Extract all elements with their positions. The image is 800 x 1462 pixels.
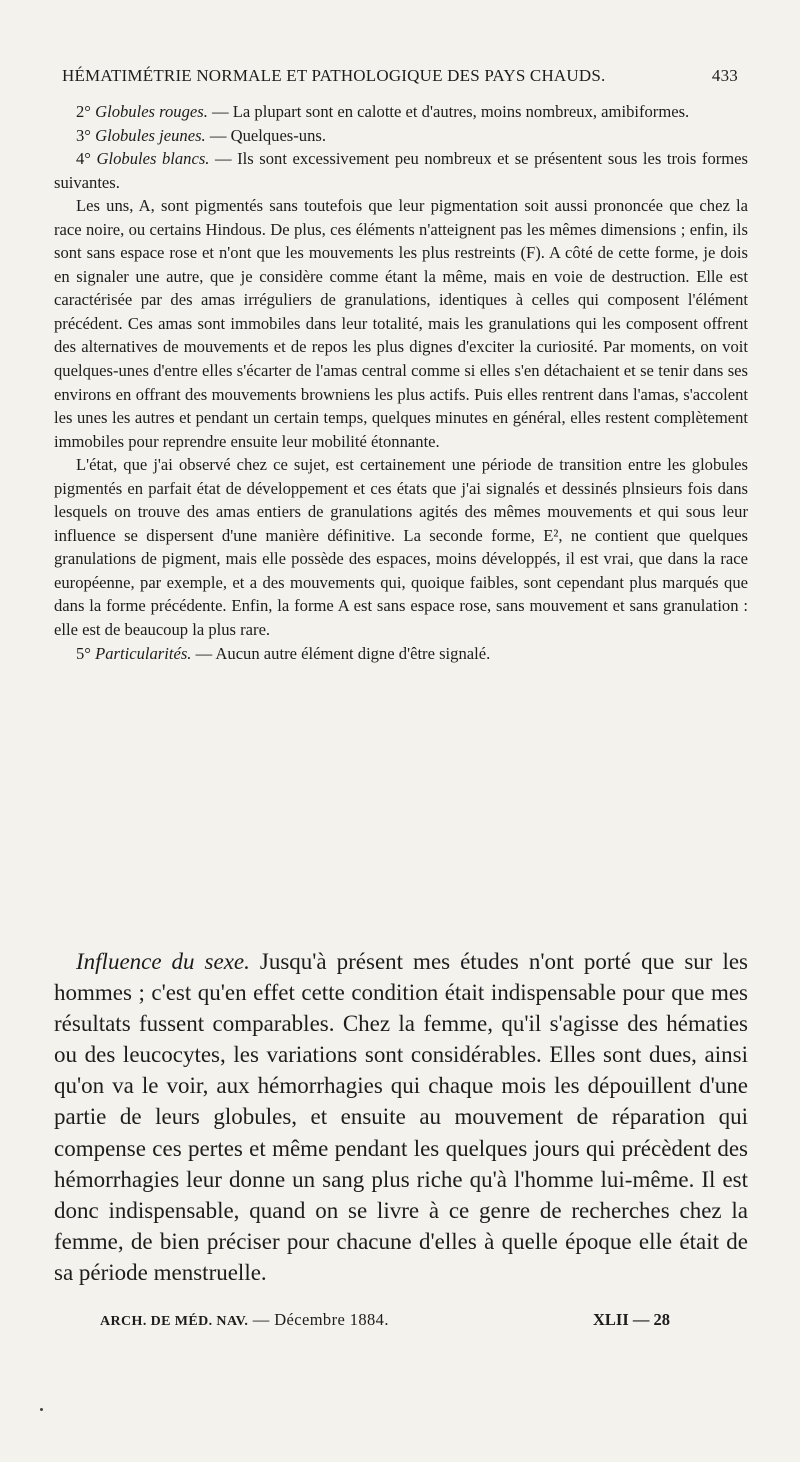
paragraph-influence-du-sexe: Influence du sexe. Jusqu'à présent mes études n'ont porté que sur les hommes ; c'est qu'en effet cette condition était indispensable pour que mes résultats fussent comparables. Chez la femme, qu'il s'agisse des hématies ou des leucocytes, les variations sont considérables. Elles sont dues, ainsi qu'on va le voir, aux hémorrhagies qui chaque mois les dépouillent d'une partie de leurs globules, et ensuite au mouvement de réparation qui compense ces pertes et même pendant les quelques jours qui précèdent des hémorrhagies leur donne un sang plus riche qu'à l'homme lui-même. Il est donc indispensable, quand on se livre à ce genre de recherches chez la femme, de bien préciser pour chacune d'elles à quelle époque elle était de sa période menstruelle. [54, 949, 748, 1285]
print-speck [40, 1408, 43, 1411]
item-globules-rouges: 2° Globules rouges. — La plupart sont en calotte et d'autres, moins nombreux, amibiformes. [76, 102, 690, 121]
section-heading: Influence du sexe. [76, 949, 250, 974]
item-heading: Globules jeunes. [95, 125, 206, 145]
item-globules-blancs: 4° Globules blancs. — Ils sont excessivement peu nombreux et se présentent sous les trois formes suivantes. [54, 149, 748, 192]
running-header [62, 66, 738, 86]
page-footer [100, 1310, 670, 1330]
small-print-body [54, 100, 748, 665]
signature-mark: XLII — 28 [592, 1310, 670, 1329]
item-heading: Globules rouges. [95, 102, 208, 121]
large-print-body [54, 946, 748, 1288]
page-number: 433 [711, 66, 738, 85]
paragraph-etat-transition: L'état, que j'ai observé chez ce sujet, est certainement une période de transition entre les globules pigmentés en parfait état de développement et ces états que j'ai signalés et dessinés plnsieurs fois dans lesquels on trouve des amas entiers de granulations agités des mêmes mouvements et qui sous leur influence se dispersent d'une manière définitive. La seconde forme, E², ne contient que quelques granulations de pigment, mais elle possède des espaces, moins développés, il est vrai, que dans la race européenne, par exemple, et a des mouvements qui, quoique faibles, sont cependant plus marqués que dans la forme précédente. Enfin, la forme A est sans espace rose, sans mouvement et sans granulation : elle est de beaucoup la plus rare. [54, 455, 748, 640]
item-particularites: 5° Particularités. — Aucun autre élément digne d'être signalé. [76, 643, 491, 663]
item-heading: Particularités. [95, 643, 192, 663]
journal-citation: ARCH. DE MÉD. NAV. — Décembre 1884. [100, 1310, 389, 1329]
item-globules-jeunes: 3° Globules jeunes. — Quelques-uns. [76, 125, 326, 145]
paragraph-forme-a: Les uns, A, sont pigmentés sans toutefois que leur pigmentation soit aussi prononcée que chez la race noire, ou certains Hindous. De plus, ces éléments n'atteignent pas les mêmes dimensions ; enfin, ils sont sans espace rose et n'ont que les mouvements les plus restreints (F). A côté de cette forme, je dois en signaler une autre, que je considère comme étant la même, mais en voie de destruction. Elle est caractérisée par des amas irréguliers de granulations, identiques à celles qui composent l'élément précédent. Ces amas sont immobiles dans leur totalité, mais les granulations qui les composent offrent des alternatives de mouvements et de repos les plus dignes d'exciter la curiosité. Par moments, on voit quelques-unes d'entre elles s'écarter de l'amas central comme si elles s'en détachaient et se tenir dans ses environs en offrant des mouvements browniens les plus actifs. Puis elles rentrent dans l'amas, s'accolent les unes les autres et pendant un certain temps, quelques minutes en général, elles restent complètement immobiles pour reprendre ensuite leur mobilité étonnante. [54, 196, 748, 451]
running-title: HÉMATIMÉTRIE NORMALE ET PATHOLOGIQUE DES PAYS CHAUDS. [62, 66, 606, 85]
item-heading: Globules blancs. [96, 149, 210, 169]
